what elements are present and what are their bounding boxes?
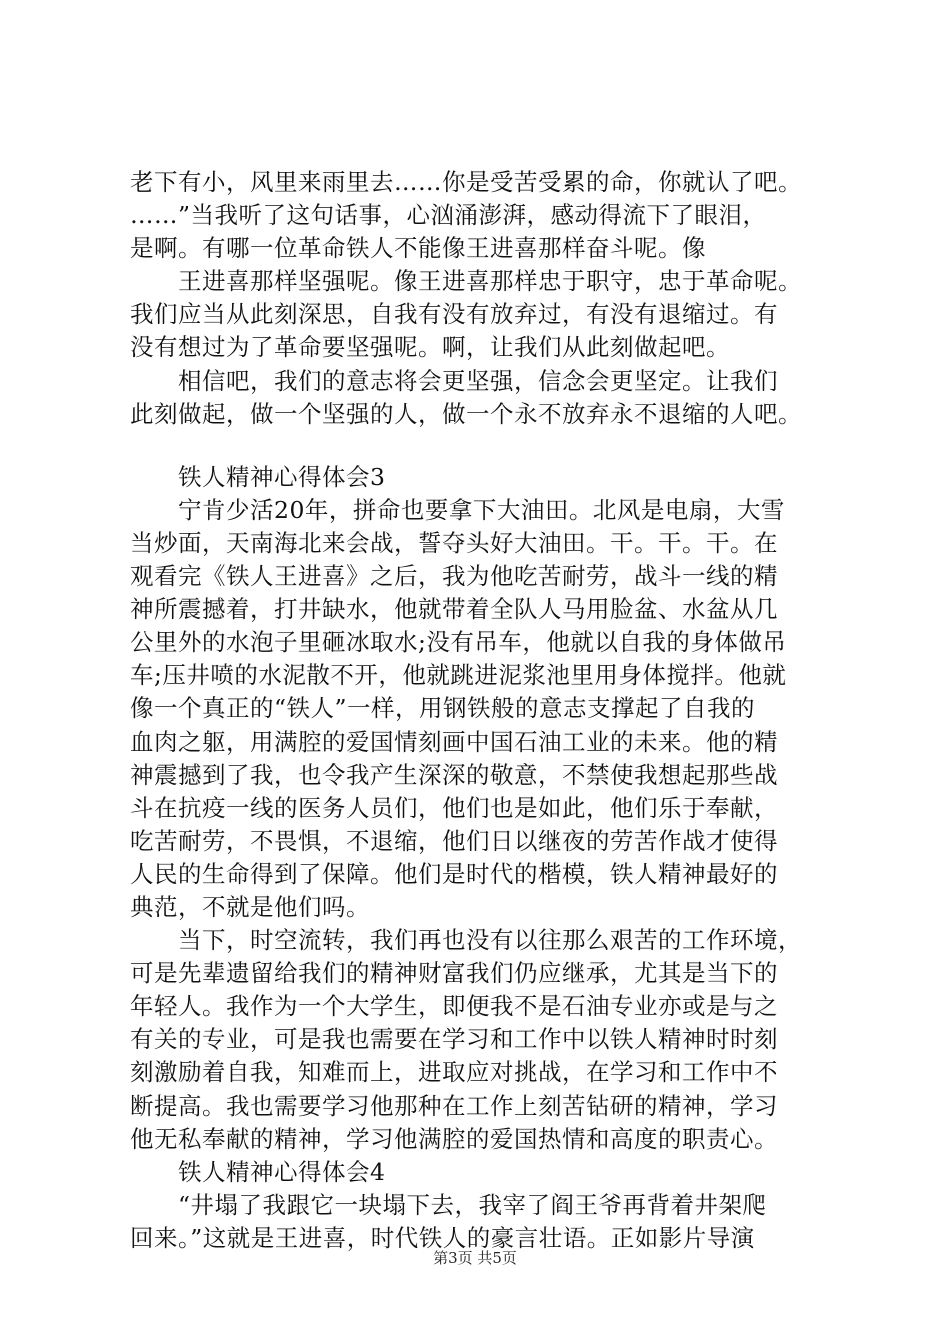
text-line: 我们应当从此刻深思，自我有没有放弃过，有没有退缩过。有 [130, 300, 778, 329]
text-line: 神所震撼着，打井缺水，他就带着全队人马用脸盆、水盆从几 [130, 595, 778, 624]
text-line: 当下，时空流转，我们再也没有以往那么艰苦的工作环境， [130, 926, 802, 955]
document-body [130, 166, 830, 1255]
text-line: ……”当我听了这句话事，心汹涌澎湃，感动得流下了眼泪， [130, 201, 767, 230]
text-line: 神震撼到了我，也令我产生深深的敬意，不禁使我想起那些战 [130, 760, 778, 789]
text-line: 此刻做起，做一个坚强的人，做一个永不放弃永不退缩的人吧。 [130, 399, 802, 428]
text-line: 可是先辈遗留给我们的精神财富我们仍应继承，尤其是当下的 [130, 959, 778, 988]
page-number-footer: 第3页 共5页 [433, 1249, 517, 1267]
text-line: 断提高。我也需要学习他那种在工作上刻苦钻研的精神，学习 [130, 1091, 778, 1120]
text-line: 典范，不就是他们吗。 [130, 892, 370, 921]
text-line: 血肉之躯，用满腔的爱国情刻画中国石油工业的未来。他的精 [130, 727, 778, 756]
text-line: 车;压井喷的水泥散不开，他就跳进泥浆池里用身体搅拌。他就 [130, 661, 787, 690]
text-line: 王进喜那样坚强呢。像王进喜那样忠于职守，忠于革命呢。 [130, 267, 802, 296]
text-line: “井塌了我跟它一块塌下去，我宰了阎王爷再背着井架爬 [130, 1190, 767, 1219]
text-line: 宁肯少活20年，拼命也要拿下大油田。北风是电扇，大雪 [130, 495, 785, 524]
text-line: 相信吧，我们的意志将会更坚强，信念会更坚定。让我们 [130, 366, 778, 395]
paragraph-gap [130, 431, 830, 461]
text-line: 年轻人。我作为一个大学生，即便我不是石油专业亦或是与之 [130, 992, 778, 1021]
text-line: 老下有小，风里来雨里去……你是受苦受累的命，你就认了吧。 [130, 168, 802, 196]
text-line: 当炒面，天南海北来会战，誓夺头好大油田。干。干。干。在 [130, 528, 778, 557]
text-line: 他无私奉献的精神，学习他满腔的爱国热情和高度的职责心。 [130, 1124, 778, 1153]
text-line: 人民的生命得到了保障。他们是时代的楷模，铁人精神最好的 [130, 859, 778, 888]
text-line: 吃苦耐劳，不畏惧，不退缩，他们日以继夜的劳苦作战才使得 [130, 826, 778, 855]
text-line: 公里外的水泡子里砸冰取水;没有吊车，他就以自我的身体做吊 [130, 628, 787, 657]
text-line: 斗在抗疫一线的医务人员们，他们也是如此，他们乐于奉献， [130, 793, 778, 822]
section-heading: 铁人精神心得体会4 [130, 1157, 386, 1186]
text-line: 回来。”这就是王进喜，时代铁人的豪言壮语。正如影片导演 [130, 1223, 755, 1252]
text-line: 刻激励着自我，知难而上，进取应对挑战，在学习和工作中不 [130, 1058, 778, 1087]
text-line: 像一个真正的“铁人”一样，用钢铁般的意志支撑起了自我的 [130, 694, 756, 723]
text-line: 观看完《铁人王进喜》之后，我为他吃苦耐劳，战斗一线的精 [130, 562, 778, 591]
text-line: 是啊。有哪一位革命铁人不能像王进喜那样奋斗呢。像 [130, 234, 706, 263]
text-line: 没有想过为了革命要坚强呢。啊，让我们从此刻做起吧。 [130, 333, 730, 362]
text-line: 有关的专业，可是我也需要在学习和工作中以铁人精神时时刻 [130, 1025, 778, 1054]
section-heading: 铁人精神心得体会3 [130, 462, 386, 491]
